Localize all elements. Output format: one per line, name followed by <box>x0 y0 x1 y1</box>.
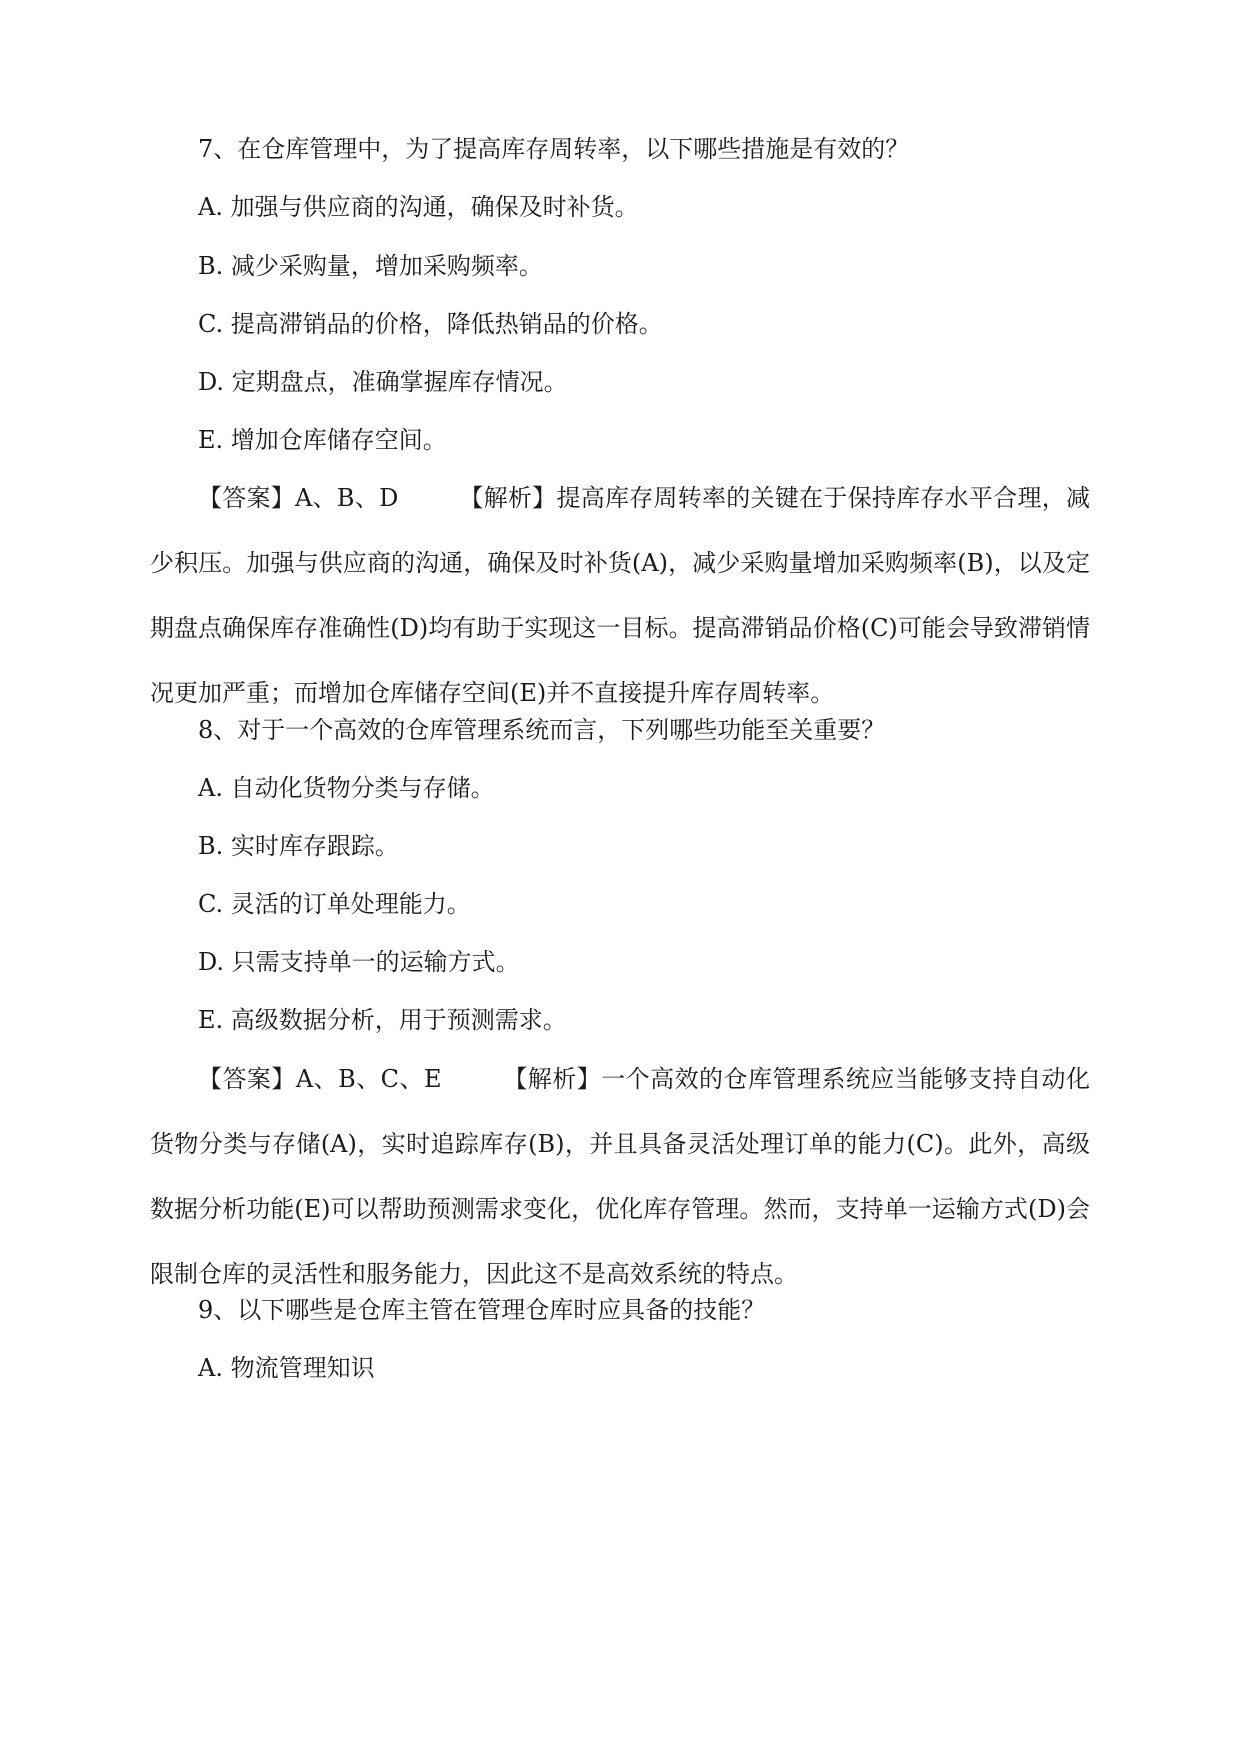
question-7-option-a: A. 加强与供应商的沟通，确保及时补货。 <box>198 193 639 221</box>
question-7-option-c: C. 提高滞销品的价格，降低热销品的价格。 <box>198 310 663 338</box>
question-8-option-e: E. 高级数据分析，用于预测需求。 <box>198 1006 567 1034</box>
question-7-stem: 7、在仓库管理中，为了提高库存周转率，以下哪些措施是有效的？ <box>198 135 910 163</box>
question-8-option-d: D. 只需支持单一的运输方式。 <box>198 948 520 976</box>
question-8-option-b: B. 实时库存跟踪。 <box>198 832 399 860</box>
question-7-option-e: E. 增加仓库储存空间。 <box>198 426 447 454</box>
question-7-option-b: B. 减少采购量，增加采购频率。 <box>198 252 543 280</box>
question-8-option-a: A. 自动化货物分类与存储。 <box>198 774 495 802</box>
question-8-option-c: C. 灵活的订单处理能力。 <box>198 890 471 918</box>
question-7-explanation: 【答案】A、B、D 【解析】提高库存周转率的关键在于保持库存水平合理，减少积压。加强与供应商的沟通，确保及时补货(A)，减少采购量增加采购频率(B)，以及定期盘点确保库存准确性(D)均有助于实现这一目标。提高滞销品价格(C)可能会导致滞销情况更加严重；而增加仓库储存空间(E)并不直接提升库存周转率。 <box>150 484 1090 707</box>
question-9-stem: 9、以下哪些是仓库主管在管理仓库时应具备的技能？ <box>198 1296 766 1324</box>
question-8-stem: 8、对于一个高效的仓库管理系统而言，下列哪些功能至关重要？ <box>198 716 886 744</box>
question-7-option-d: D. 定期盘点，准确掌握库存情况。 <box>198 368 568 396</box>
question-8-explanation: 【答案】A、B、C、E 【解析】一个高效的仓库管理系统应当能够支持自动化货物分类与存储(A)，实时追踪库存(B)，并且具备灵活处理订单的能力(C)。此外，高级数据分析功能(E)可以帮助预测需求变化，优化库存管理。然而，支持单一运输方式(D)会限制仓库的灵活性和服务能力，因此这不是高效系统的特点。 <box>150 1065 1090 1288</box>
question-9-option-a: A. 物流管理知识 <box>198 1354 375 1382</box>
